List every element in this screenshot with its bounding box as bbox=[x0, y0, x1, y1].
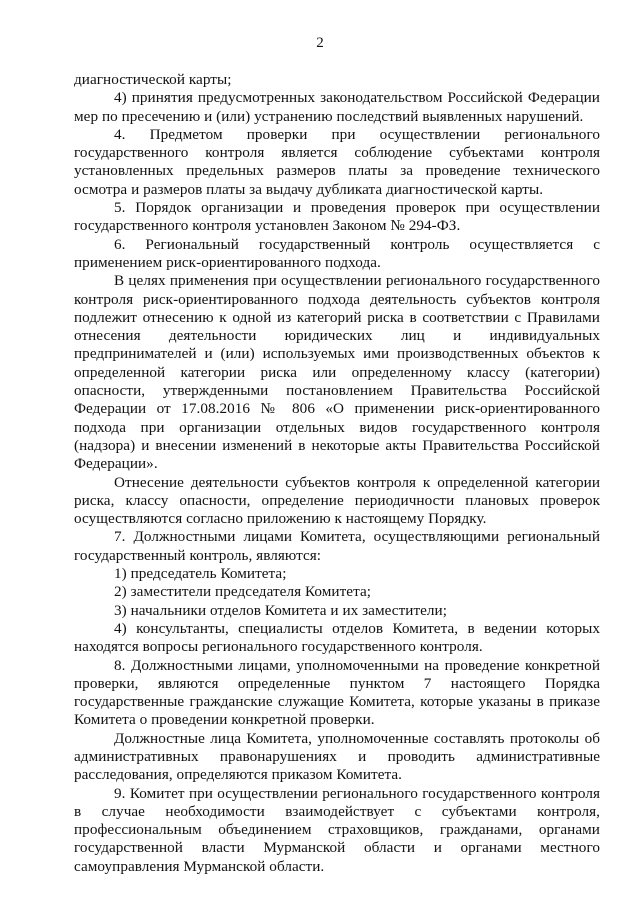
page-number: 2 bbox=[316, 35, 324, 51]
paragraph-protocol-officials: Должностные лица Комитета, уполномоченные составлять протоколы об административных правонарушениях и проводить административные расследования, определяются приказом Комитета. bbox=[74, 729, 600, 784]
paragraph-continuation: диагностической карты; bbox=[74, 71, 232, 88]
paragraph-clause-7: 7. Должностными лицами Комитета, осуществляющими региональный государственный контроль, являются: bbox=[74, 528, 600, 564]
paragraph-clause-4: 4. Предметом проверки при осуществлении регионального государственного контроля является соблюдение субъектами контроля установленных предельных размеров платы за проведение технического осмотра и размеров платы за выдачу дубликата диагностической карты. bbox=[74, 125, 600, 198]
list-item-7-3: 3) начальники отделов Комитета и их заместители; bbox=[114, 601, 448, 619]
paragraph-clause-5: 5. Порядок организации и проведения проверок при осуществлении государственного контроля установлен Законом № 294-ФЗ. bbox=[74, 199, 600, 235]
paragraph-risk-category: Отнесение деятельности субъектов контроля к определенной категории риска, классу опасности, определение периодичности плановых проверок осуществляются согласно приложению к настоящему Порядку. bbox=[74, 473, 600, 528]
list-item-7-1: 1) председатель Комитета; bbox=[114, 565, 287, 583]
paragraph-clause-9: 9. Комитет при осуществлении регионального государственного контроля в случае необходимости взаимодействует с субъектами контроля, профессиональным объединением страховщиков, гражданами, органами государственной власти Мурманской области и органами местного самоуправления Мурманской области. bbox=[74, 784, 600, 875]
paragraph-item-3-4: 4) принятия предусмотренных законодательством Российской Федерации мер по пресечению и (или) устранению последствий выявленных нарушений. bbox=[74, 89, 600, 125]
list-item-7-4: 4) консультанты, специалисты отделов Комитета, в ведении которых находятся вопросы регионального государственного контроля. bbox=[74, 619, 600, 656]
paragraph-clause-6: 6. Региональный государственный контроль осуществляется с применением риск-ориентированного подхода. bbox=[74, 235, 600, 271]
document-body bbox=[74, 71, 600, 876]
paragraph-risk-approach: В целях применения при осуществлении регионального государственного контроля риск-ориентированного подхода деятельность субъектов контроля подлежит отнесению к одной из категорий риска в соответствии с Правилами отнесения деятельности юридических лиц и индивидуальных предпринимателей и (или) используемых ими производственных объектов к определенной категории риска или определенному классу (категории) опасности, утвержденными постановлением Правительства Российской Федерации от 17.08.2016 № 806 «О применении риск-ориентированного подхода при организации отдельных видов государственного контроля (надзора) и внесении изменений в некоторые акты Правительства Российской Федерации». bbox=[74, 272, 600, 473]
list-item-7-2: 2) заместители председателя Комитета; bbox=[114, 583, 372, 601]
paragraph-clause-8: 8. Должностными лицами, уполномоченными на проведение конкретной проверки, являются определенные пунктом 7 настоящего Порядка государственные гражданские служащие Комитета, которые указаны в приказе Комитета о проведении конкретной проверки. bbox=[74, 656, 600, 729]
